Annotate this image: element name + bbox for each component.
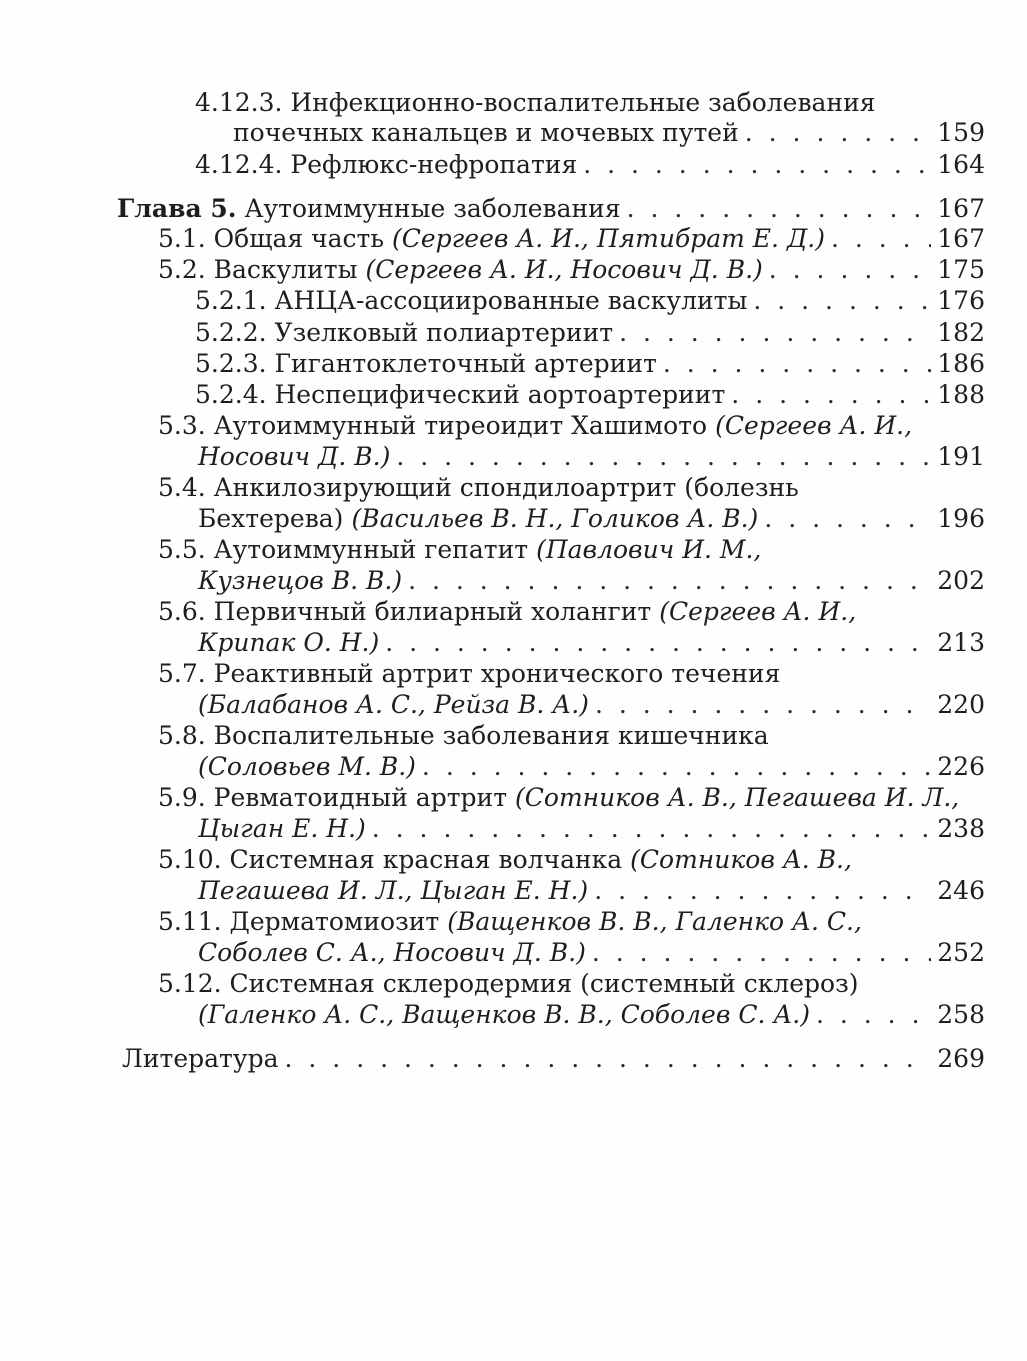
dot-leader <box>764 504 931 534</box>
toc-entry-authors: (Ващенков В. В., Галенко А. С., <box>447 907 862 936</box>
toc-entry-title: 5.6. Первичный билиарный холангит <box>158 597 652 626</box>
dot-leader <box>816 1000 931 1030</box>
toc-entry-authors: (Соловьев М. В.) <box>198 752 416 781</box>
toc-entry-authors: Цыган Е. Н.) <box>198 814 366 843</box>
toc-entry-title: почечных канальцев и мочевых путей <box>233 118 739 147</box>
toc-entry-title: 5.2.3. Гигантоклеточный артериит <box>195 349 657 378</box>
toc-entry-4-12-4 <box>195 140 985 180</box>
toc-entry-title: 5.2.4. Неспецифический аортоартериит <box>195 380 726 409</box>
page-number: 238 <box>937 814 985 843</box>
toc-entry-authors: (Сотников А. В., <box>630 845 852 874</box>
page-number: 196 <box>937 504 985 533</box>
page-number: 159 <box>937 118 985 147</box>
page-number: 252 <box>937 938 985 967</box>
toc-entry-title: 5.9. Ревматоидный артрит <box>158 783 508 812</box>
page-number: 186 <box>937 349 985 378</box>
page-number: 226 <box>937 752 985 781</box>
dot-leader <box>285 1044 932 1074</box>
page-number: 269 <box>937 1044 985 1073</box>
toc-entry-title: 4.12.3. Инфекционно-воспалительные заболевания <box>195 88 876 117</box>
toc-entry-authors: (Сергеев А. И., <box>715 411 913 440</box>
toc-entry-title: 5.5. Аутоиммунный гепатит <box>158 535 529 564</box>
toc-entry-title: 5.10. Системная красная волчанка <box>158 845 623 874</box>
page-number: 175 <box>937 255 985 284</box>
toc-entry-title: 5.3. Аутоиммунный тиреоидит Хашимото <box>158 411 708 440</box>
page-number: 213 <box>937 628 985 657</box>
toc-entry-title: 5.2.1. АНЦА-ассоциированные васкулиты <box>195 286 748 315</box>
toc-entry-title: Литература <box>122 1044 279 1073</box>
toc-entry-authors: (Галенко А. С., Ващенков В. В., Соболев С. А.) <box>198 1000 810 1029</box>
toc-entry-literature <box>122 1034 985 1074</box>
toc-entry-authors: Соболев С. А., Носович Д. В.) <box>198 938 586 967</box>
toc-entry-authors: (Сергеев А. И., Пятибрат Е. Д.) <box>391 224 825 253</box>
toc-entry-authors: Носович Д. В.) <box>198 442 391 471</box>
chapter-label: Глава 5. <box>117 194 237 223</box>
toc-entry-title: 5.2. Васкулиты <box>158 255 358 284</box>
page-number: 164 <box>937 150 985 179</box>
toc-entry-title: 5.4. Анкилозирующий спондилоартрит (болезнь <box>158 473 799 502</box>
toc-entry-authors: (Сергеев А. И., <box>659 597 857 626</box>
toc-entry-authors: (Павлович И. М., <box>536 535 762 564</box>
toc-entry-title: 5.12. Системная склеродермия (системный склероз) <box>158 969 859 998</box>
toc-entry-authors: (Сергеев А. И., Носович Д. В.) <box>365 255 763 284</box>
toc-entry-5-12-line2 <box>198 990 985 1030</box>
page-number: 167 <box>937 224 985 253</box>
page-number: 182 <box>937 318 985 347</box>
page-number: 258 <box>937 1000 985 1029</box>
toc-entry-title: 4.12.4. Рефлюкс-нефропатия <box>195 150 578 179</box>
toc-entry-title: Аутоиммунные заболевания <box>244 194 621 223</box>
page-number: 188 <box>937 380 985 409</box>
page-number: 202 <box>937 566 985 595</box>
page-number: 176 <box>937 286 985 315</box>
toc-entry-title: 5.11. Дерматомиозит <box>158 907 440 936</box>
toc-entry-title: 5.2.2. Узелковый полиартериит <box>195 318 614 347</box>
toc-entry-title: 5.8. Воспалительные заболевания кишечника <box>158 721 769 750</box>
toc-entry-authors: (Балабанов А. С., Рейза В. А.) <box>198 690 589 719</box>
toc-entry-title: 5.7. Реактивный артрит хронического течения <box>158 659 781 688</box>
page-number: 246 <box>937 876 985 905</box>
toc-entry-authors: (Васильев В. Н., Голиков А. В.) <box>351 504 759 533</box>
toc-entry-authors: Кузнецов В. В.) <box>198 566 403 595</box>
toc-entry-title: 5.1. Общая часть <box>158 224 384 253</box>
page-number: 191 <box>937 442 985 471</box>
toc-entry-title: Бехтерева) <box>198 504 344 533</box>
toc-entry-authors: (Сотников А. В., Пегашева И. Л., <box>515 783 960 812</box>
page-number: 167 <box>937 194 985 223</box>
toc-entry-authors: Крипак О. Н.) <box>198 628 380 657</box>
page-number: 220 <box>937 690 985 719</box>
toc-entry-authors: Пегашева И. Л., Цыган Е. Н.) <box>198 876 589 905</box>
dot-leader <box>583 150 931 180</box>
